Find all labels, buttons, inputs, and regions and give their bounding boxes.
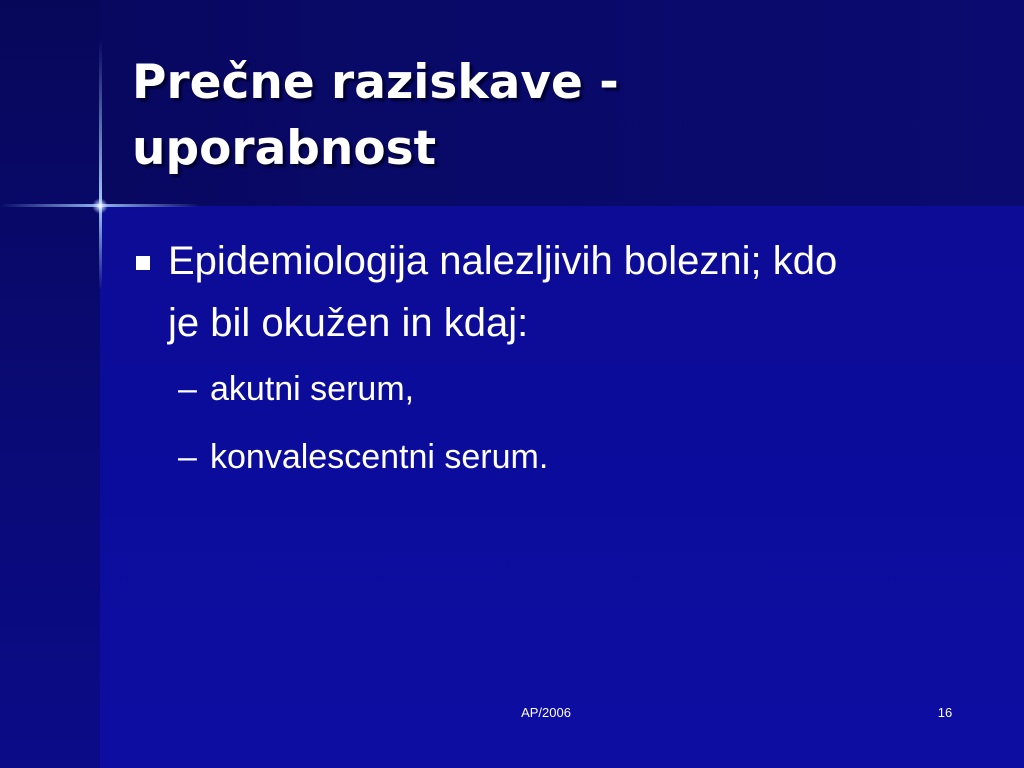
title-line-1: Prečne raziskave - [132,55,619,110]
bullet-text-line-2: je bil okužen in kdaj: [168,301,529,345]
square-bullet-icon [136,256,150,270]
slide-title [132,50,992,182]
bullet-item [130,230,960,354]
dash-bullet-icon: – [178,438,197,476]
footer-text: AP/2006 [521,705,571,720]
page-number: 16 [937,705,953,720]
title-line-2: uporabnost [132,121,437,176]
left-strip [0,0,100,768]
bullet-text-line-1: Epidemiologija nalezljivih bolezni; kdo [168,239,838,283]
star-light-core [92,198,108,214]
dash-bullet-icon: – [178,370,197,408]
sub-bullet-item [130,432,960,482]
sub-bullet-item [130,364,960,414]
star-light-vertical [99,40,102,290]
sub-bullet-text: konvalescentni serum. [210,438,549,476]
sub-bullet-text: akutni serum, [210,370,415,408]
slide-content [130,230,960,482]
